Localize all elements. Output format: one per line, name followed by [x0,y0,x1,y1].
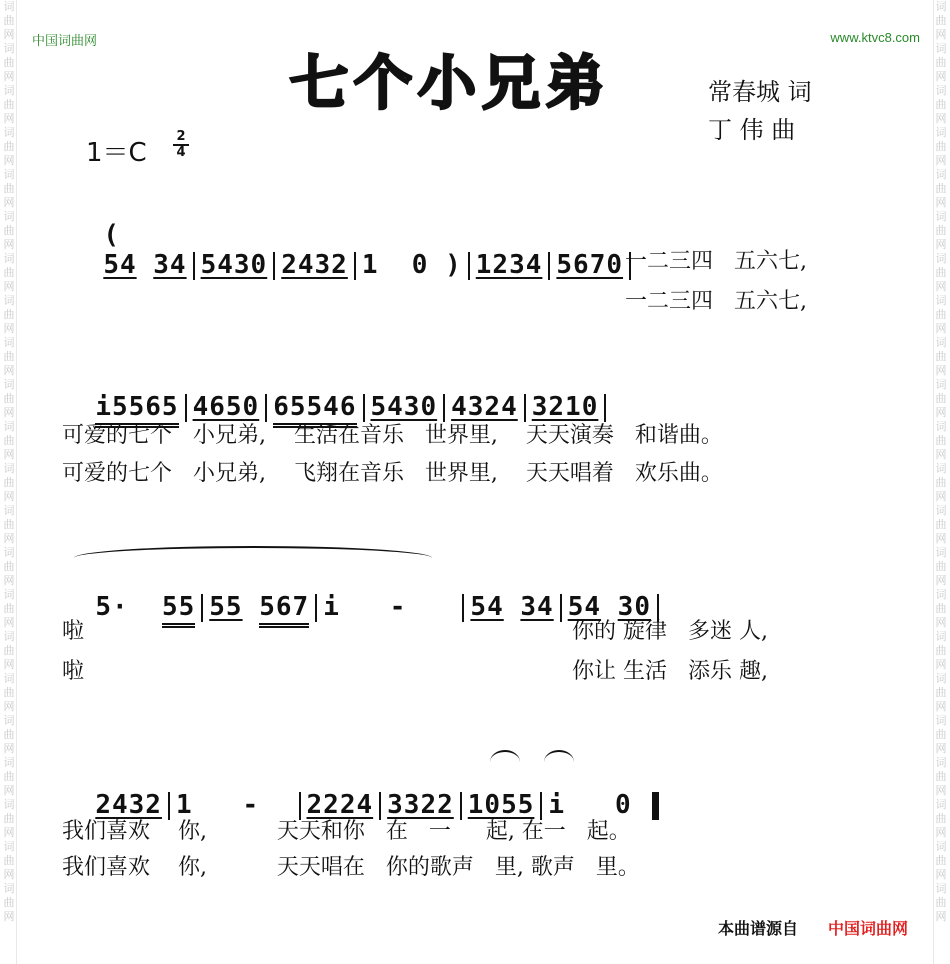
measure-3-1b: 55 [162,592,195,628]
time-sig-top: 2 [176,129,186,144]
footer-source-label: 本曲谱源自 [718,919,799,938]
paren-close: ) [445,250,462,280]
barline [201,594,203,622]
lyric-row-4-verse-2: 我们喜欢 你, 天天唱在 你的歌声 里, 歌声 里。 [62,855,640,880]
barline [548,252,550,280]
measure-4-3: 2224 [306,790,374,820]
measure-3-2: 55 [209,592,243,622]
measure-3-4b: 34 [520,592,554,622]
measure-1-2: 5430 [200,250,268,280]
measure-1-4: 1 0 [361,250,429,280]
measure-3-4: 54 [470,592,504,622]
watermark-strip-left: 词曲网词曲网词曲网词曲网词曲网词曲网词曲网词曲网词曲网词曲网词曲网词曲网词曲网词曲网词曲网词曲网词曲网词曲网词曲网词曲网词曲网词曲网 [2,0,17,964]
notation-row-3 [62,562,665,622]
barline [354,252,356,280]
measure-2-1: i5565 [95,392,178,428]
measure-2-5: 4324 [451,392,518,422]
time-sig-bottom: 4 [173,144,189,160]
barline [273,252,275,280]
measure-3-3: i - [323,592,457,622]
lyric-row-2-verse-2: 可爱的七个 小兄弟, 飞翔在音乐 世界里, 天天唱着 欢乐曲。 [62,461,723,486]
time-signature [173,130,189,160]
measure-4-4: 3322 [387,790,454,820]
measure-2-2: 4650 [192,392,260,422]
lyric-row-3-right-verse-2: 你让 生活 添乐 趣, [572,659,768,684]
measure-3-1: 5· [95,592,162,622]
measure-2-3: 65546 [273,392,356,428]
measure-4-6: i 0 [548,790,649,820]
lyric-row-3-verse-2: 啦 [62,659,85,684]
measure-3-2b: 567 [259,592,309,628]
measure-2-4: 5430 [370,392,438,422]
measure-3-5: 54 [567,592,602,622]
composer-credit: 丁 伟 曲 [708,116,796,144]
lyric-row-3-right-verse-1: 你的 旋律 多迷 人, [572,619,768,644]
measure-1-1: 54 [103,250,137,280]
notation-row-2 [62,362,612,422]
lyric-row-3-verse-1: 啦 [62,619,85,644]
lyric-row-1-verse-1: 一二三四 五六七, [625,249,807,274]
lyric-row-1-verse-2: 一二三四 五六七, [625,289,807,314]
lyric-row-4-verse-1: 我们喜欢 你, 天天和你 在 一 起, 在一 起。 [62,819,631,844]
paren-open: ( [103,220,120,250]
measure-4-2: 1 - [175,790,293,820]
barline [193,252,195,280]
watermark-strip-right: 词曲网词曲网词曲网词曲网词曲网词曲网词曲网词曲网词曲网词曲网词曲网词曲网词曲网词曲网词曲网词曲网词曲网词曲网词曲网词曲网词曲网词曲网 [933,0,948,964]
notation-row-4 [62,760,659,820]
final-barline [652,792,659,820]
footer-source-name: 中国词曲网 [828,919,909,938]
lyricist-credit: 常春城 词 [708,78,812,106]
measure-1-1b: 34 [153,250,187,280]
barline [462,594,464,622]
lyric-row-2-verse-1: 可爱的七个 小兄弟, 生活在音乐 世界里, 天天演奏 和谐曲。 [62,423,723,448]
measure-1-3: 2432 [281,250,348,280]
barline [560,594,562,622]
measure-2-6: 3210 [531,392,599,422]
measure-1-5: 1234 [475,250,543,280]
key-signature: 1＝C [86,138,147,168]
notation-row-1 [70,190,637,280]
site-url-right: www.ktvc8.com [830,30,920,45]
measure-1-6: 5670 [556,250,624,280]
barline [315,594,317,622]
measure-4-1: 2432 [95,790,162,820]
measure-4-5: 1055 [467,790,535,820]
barline [468,252,470,280]
slur-arc [74,546,432,558]
song-title: 七个小兄弟 [290,49,611,117]
measure-3-5b: 30 [617,592,651,622]
site-name-left: 中国词曲网 [32,34,98,49]
